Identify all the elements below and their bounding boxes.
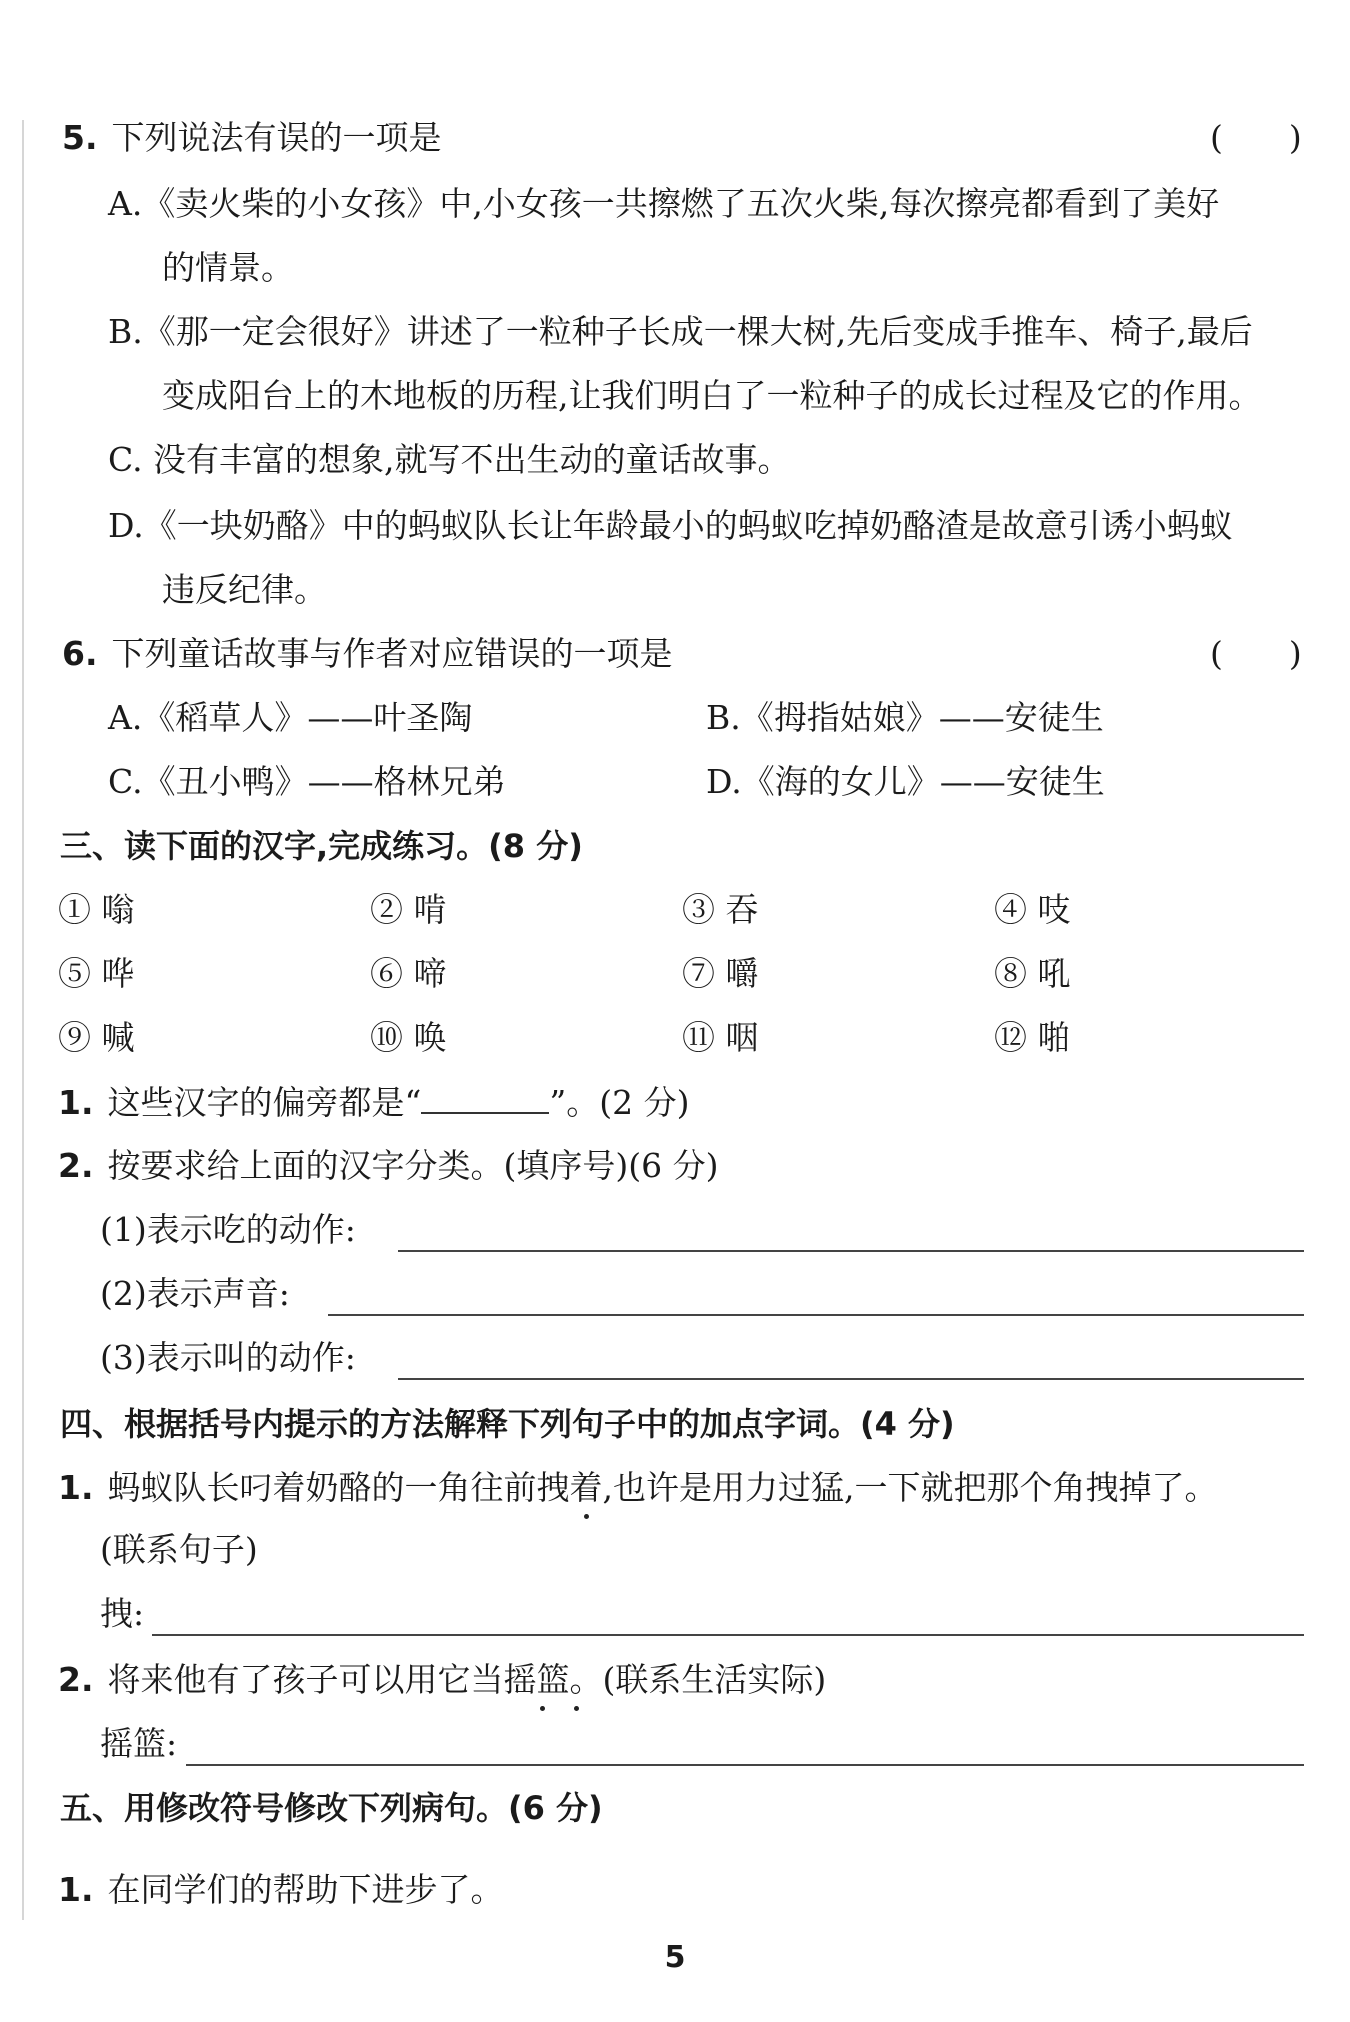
page-margin-rule: [22, 120, 24, 1920]
q5-option-b-cont: 变成阳台上的木地板的历程,让我们明白了一粒种子的成长过程及它的作用。: [162, 376, 1262, 415]
char-item: ⑥ 啼: [370, 954, 447, 993]
char-item: ③ 吞: [682, 890, 759, 929]
s4-q1: 1. 蚂蚁队长叼着奶酪的一角往前拽着,也许是用力过猛,一下就把那个角拽掉了。: [58, 1468, 1218, 1507]
s4-q2-label: 摇篮:: [100, 1724, 178, 1763]
q5-option-c: C. 没有丰富的想象,就写不出生动的童话故事。: [108, 440, 791, 479]
char-item: ⑫ 啪: [994, 1018, 1071, 1057]
s3-q1: 1. 这些汉字的偏旁都是“ ”。(2 分): [58, 1083, 690, 1122]
s3-sub3-answer-line[interactable]: [398, 1378, 1304, 1380]
char-item: ⑧ 吼: [994, 954, 1071, 993]
char-item: ① 嗡: [58, 890, 135, 929]
emphasis-dot: [574, 1706, 579, 1711]
q5-answer-paren[interactable]: ( ): [1210, 118, 1302, 157]
q6-option-c: C.《丑小鸭》——格林兄弟: [108, 762, 506, 801]
q5-option-b: B.《那一定会很好》讲述了一粒种子长成一棵大树,先后变成手推车、椅子,最后: [108, 312, 1253, 351]
emphasis-dot: [540, 1706, 545, 1711]
radical-blank[interactable]: [421, 1082, 549, 1114]
s4-q1-hint: (联系句子): [100, 1530, 258, 1569]
q5-option-a: A.《卖火柴的小女孩》中,小女孩一共擦燃了五次火柴,每次擦亮都看到了美好: [108, 184, 1220, 223]
section-5-title: 五、用修改符号修改下列病句。(6 分): [60, 1789, 603, 1827]
s4-q2-answer-line[interactable]: [186, 1764, 1304, 1766]
char-item: ⑪ 咽: [682, 1018, 759, 1057]
char-item: ② 啃: [370, 890, 447, 929]
q6-answer-paren[interactable]: ( ): [1210, 634, 1302, 673]
q5-stem: 5. 下列说法有误的一项是: [62, 118, 442, 157]
s3-sub3-label: (3)表示叫的动作:: [100, 1338, 356, 1377]
s5-q1: 1. 在同学们的帮助下进步了。: [58, 1870, 504, 1909]
q6-stem: 6. 下列童话故事与作者对应错误的一项是: [62, 634, 673, 673]
q5-option-d: D.《一块奶酪》中的蚂蚁队长让年龄最小的蚂蚁吃掉奶酪渣是故意引诱小蚂蚁: [108, 506, 1233, 545]
q6-option-b: B.《拇指姑娘》——安徒生: [706, 698, 1104, 737]
section-3-title: 三、读下面的汉字,完成练习。(8 分): [60, 827, 583, 865]
s3-q2: 2. 按要求给上面的汉字分类。(填序号)(6 分): [58, 1146, 719, 1185]
s4-q1-answer-line[interactable]: [152, 1634, 1304, 1636]
s4-q2: 2. 将来他有了孩子可以用它当摇篮。(联系生活实际): [58, 1660, 827, 1699]
s3-sub2-answer-line[interactable]: [328, 1314, 1304, 1316]
emphasis-dot: [584, 1514, 589, 1519]
char-item: ⑨ 喊: [58, 1018, 135, 1057]
section-4-title: 四、根据括号内提示的方法解释下列句子中的加点字词。(4 分): [60, 1405, 955, 1443]
s3-sub2-label: (2)表示声音:: [100, 1274, 290, 1313]
page-number: 5: [664, 1940, 686, 1975]
q5-option-a-cont: 的情景。: [162, 248, 294, 287]
char-item: ④ 吱: [994, 890, 1071, 929]
q6-option-d: D.《海的女儿》——安徒生: [706, 762, 1105, 801]
char-item: ⑤ 哗: [58, 954, 135, 993]
s4-q1-label: 拽:: [100, 1594, 145, 1633]
s3-sub1-answer-line[interactable]: [398, 1250, 1304, 1252]
char-item: ⑩ 唤: [370, 1018, 447, 1057]
q6-option-a: A.《稻草人》——叶圣陶: [108, 698, 473, 737]
q5-option-d-cont: 违反纪律。: [162, 570, 327, 609]
char-item: ⑦ 嚼: [682, 954, 759, 993]
s3-sub1-label: (1)表示吃的动作:: [100, 1210, 356, 1249]
